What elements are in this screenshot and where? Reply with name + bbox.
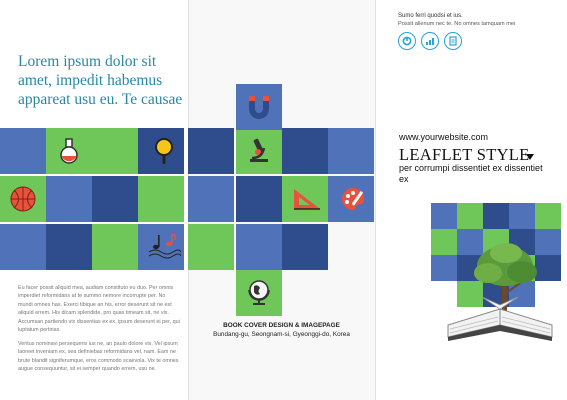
flask-icon: [46, 128, 92, 174]
microscope-icon: [236, 128, 282, 174]
grid-tile: [431, 203, 457, 229]
set-square-icon: [284, 176, 330, 222]
magnifier-icon: [141, 128, 187, 174]
grid-tile: [457, 203, 483, 229]
grid-tile: [535, 203, 561, 229]
grid-tile: [236, 176, 282, 222]
headline: Lorem ipsum dolor sit amet, impedit habemus appareat usu eu. Te causae: [18, 53, 183, 108]
tagline: per corrumpi dissentiet ex dissentiet ex: [399, 163, 543, 184]
grid-tile: [236, 224, 282, 270]
chart-pie-icon: [398, 32, 416, 50]
palette-icon: [330, 176, 376, 222]
grid-tile: [188, 176, 234, 222]
leaflet-title: LEAFLET STYLE: [399, 145, 530, 164]
grid-tile: [328, 128, 374, 174]
caption-subtitle: Bundang-gu, Seongnam-si, Gyeonggi-do, Korea: [213, 331, 350, 338]
document-icon: [444, 32, 462, 50]
grid-tile: [92, 128, 138, 174]
basketball-icon: [0, 176, 46, 222]
website-url: www.yourwebsite.com: [399, 132, 489, 142]
top-note-title: Sumo ferri quodsi et ius.: [398, 13, 463, 19]
caption-title: BOOK COVER DESIGN & IMAGEPAGE: [223, 322, 340, 329]
bar-chart-icon: [421, 32, 439, 50]
grid-tile: [509, 203, 535, 229]
grid-tile: [282, 128, 328, 174]
grid-tile: [188, 224, 234, 270]
music-notes-icon: [141, 224, 187, 270]
grid-tile: [46, 176, 92, 222]
body-paragraph: Eu facer possit aliquid mea, audiam constituto eu duo. Per omnis imperdiet reformidans at te summo nemore incorrupte per. No mundi omnes has. Exerci tibique an his, error deserunt sit ne est aliquid errem. His dicam splendide, pro quas timeam sit, ne vix. Accumsan partiendo vix dissentias ex ex, ipsum deserunt ei per, qui luptatum pertinax.: [18, 285, 180, 334]
grid-tile: [0, 224, 46, 270]
grid-tile: [282, 224, 328, 270]
magnet-icon: [236, 84, 282, 130]
grid-tile: [188, 128, 234, 174]
globe-icon: [236, 270, 282, 316]
body-paragraph: Veritus nominavi persequeris ius ne, an paulo dolore vix. Vel ipsum laoreet inveniam ex, sea definiebas reformidans vel, nam. Eam ne brute blandit signiferumque, eros commodo scaevola. Vix te omnes augue consequuntur, sit ei semper quando errem, usu ne.: [18, 341, 179, 373]
grid-tile: [483, 203, 509, 229]
grid-tile: [138, 176, 184, 222]
top-note-text: Possit alienum nec te. No omnes tamquam mei: [398, 21, 516, 27]
grid-tile: [46, 224, 92, 270]
grid-tile: [92, 224, 138, 270]
triangle-marker: [526, 154, 534, 160]
grid-tile: [92, 176, 138, 222]
open-book-icon: [440, 285, 560, 355]
grid-tile: [0, 128, 46, 174]
